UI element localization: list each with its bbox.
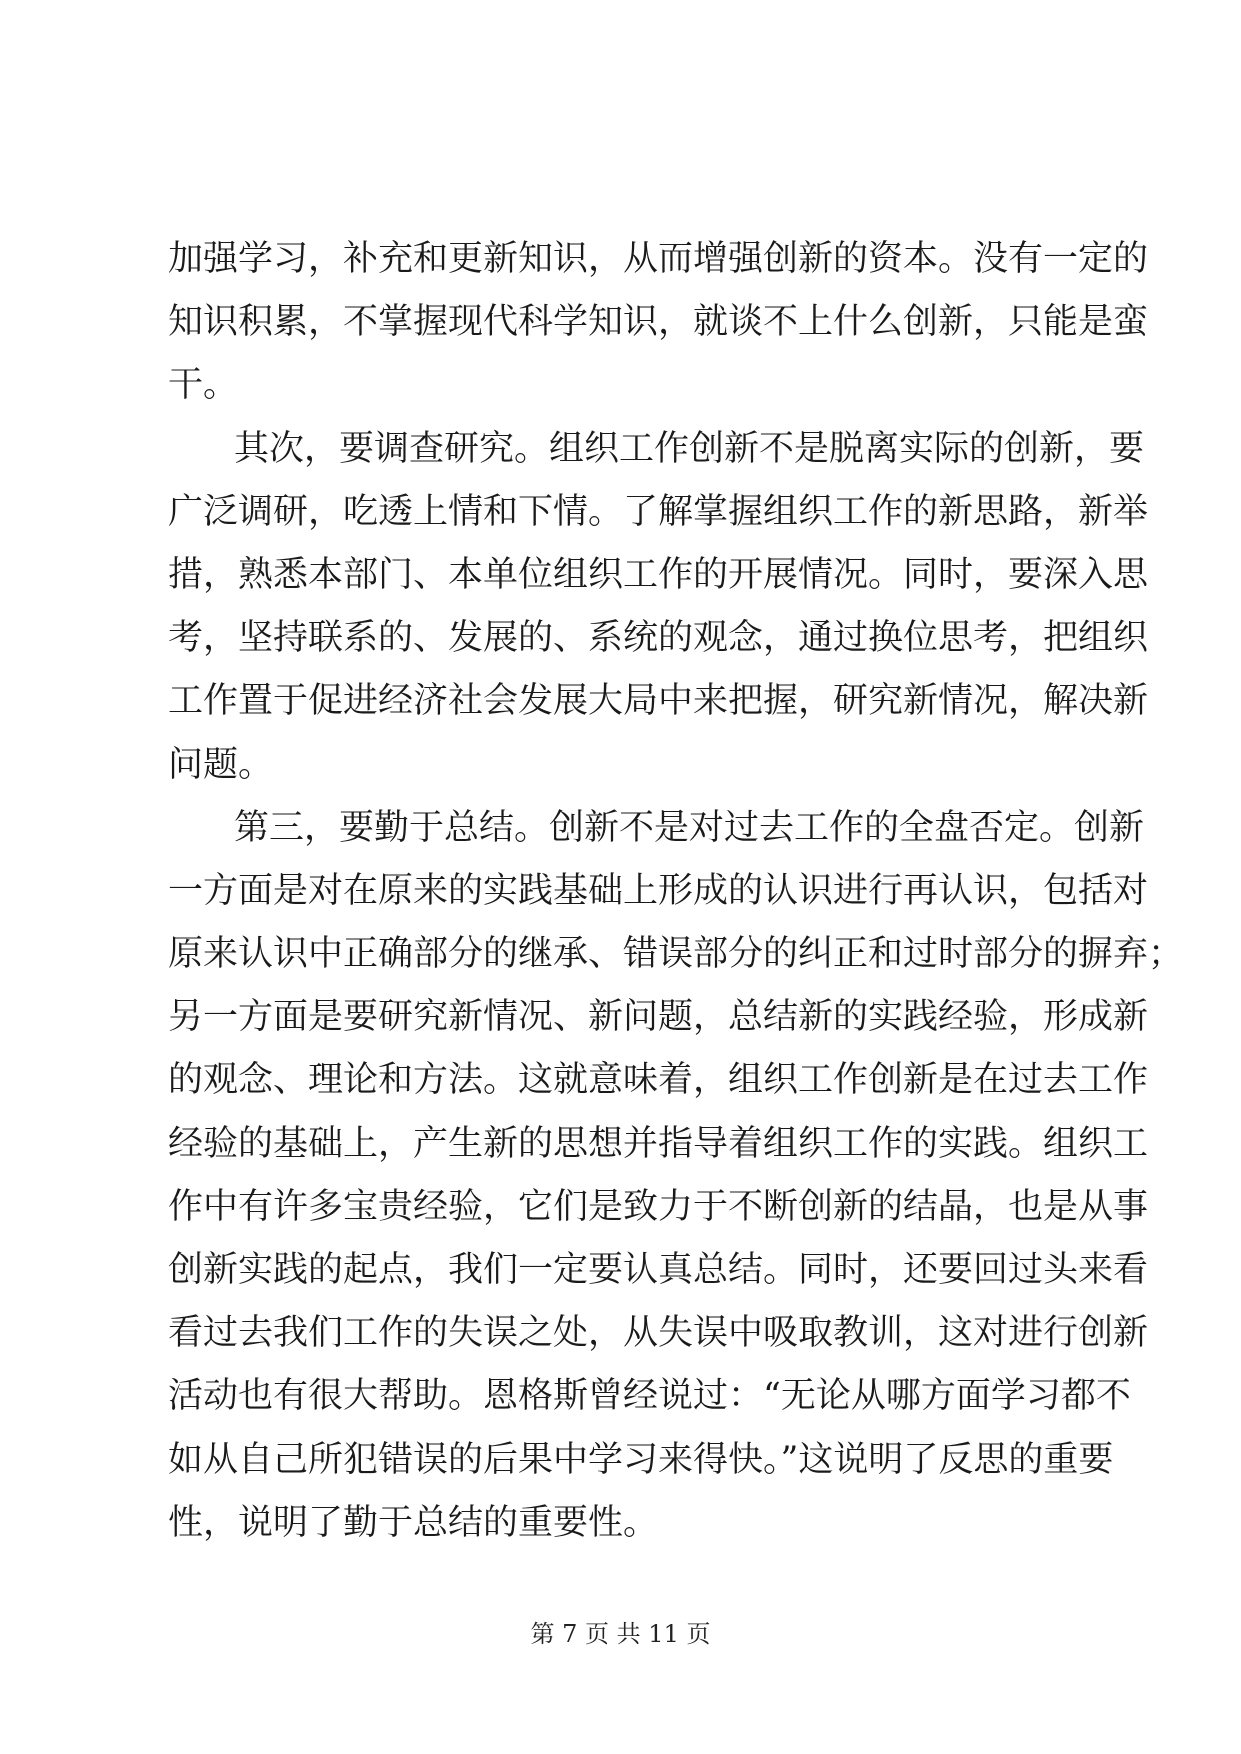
text-line: 看过去我们工作的失误之处，从失误中吸取教训，这对进行创新	[168, 1313, 1149, 1354]
text-line: 的观念、理论和方法。这就意味着，组织工作创新是在过去工作	[168, 1060, 1149, 1101]
text-line: 措，熟悉本部门、本单位组织工作的开展情况。同时，要深入思	[168, 554, 1149, 595]
text-line: 活动也有很大帮助。恩格斯曾经说过：“无论从哪方面学习都不	[168, 1376, 1131, 1417]
text-line: 性，说明了勤于总结的重要性。	[168, 1502, 659, 1543]
text-line: 知识积累，不掌握现代科学知识，就谈不上什么创新，只能是蛮	[168, 302, 1149, 343]
text-line: 干。	[168, 365, 239, 406]
text-line: 考，坚持联系的、发展的、系统的观念，通过换位思考，把组织	[168, 618, 1149, 659]
text-line: 原来认识中正确部分的继承、错误部分的纠正和过时部分的摒弃；	[168, 934, 1184, 975]
text-line: 如从自己所犯错误的后果中学习来得快。”这说明了反思的重要	[168, 1439, 1114, 1480]
text-line: 问题。	[168, 744, 274, 785]
text-line: 广泛调研，吃透上情和下情。了解掌握组织工作的新思路，新举	[168, 491, 1149, 532]
text-line: 加强学习，补充和更新知识，从而增强创新的资本。没有一定的	[168, 239, 1149, 279]
text-line: 经验的基础上，产生新的思想并指导着组织工作的实践。组织工	[168, 1123, 1149, 1164]
text-line: 另一方面是要研究新情况、新问题，总结新的实践经验，形成新	[168, 997, 1149, 1038]
body-text	[168, 228, 1184, 1555]
text-line: 作中有许多宝贵经验，它们是致力于不断创新的结晶，也是从事	[168, 1186, 1149, 1227]
paragraph-first-line: 第三，要勤于总结。创新不是对过去工作的全盘否定。创新	[234, 807, 1145, 848]
text-line: 创新实践的起点，我们一定要认真总结。同时，还要回过头来看	[168, 1250, 1149, 1290]
paragraph-first-line: 其次，要调查研究。组织工作创新不是脱离实际的创新，要	[234, 428, 1145, 469]
text-line: 工作置于促进经济社会发展大局中来把握，研究新情况，解决新	[168, 681, 1149, 722]
text-line: 一方面是对在原来的实践基础上形成的认识进行再认识，包括对	[168, 870, 1149, 911]
page-number-footer: 第 7 页 共 11 页	[530, 1620, 711, 1648]
